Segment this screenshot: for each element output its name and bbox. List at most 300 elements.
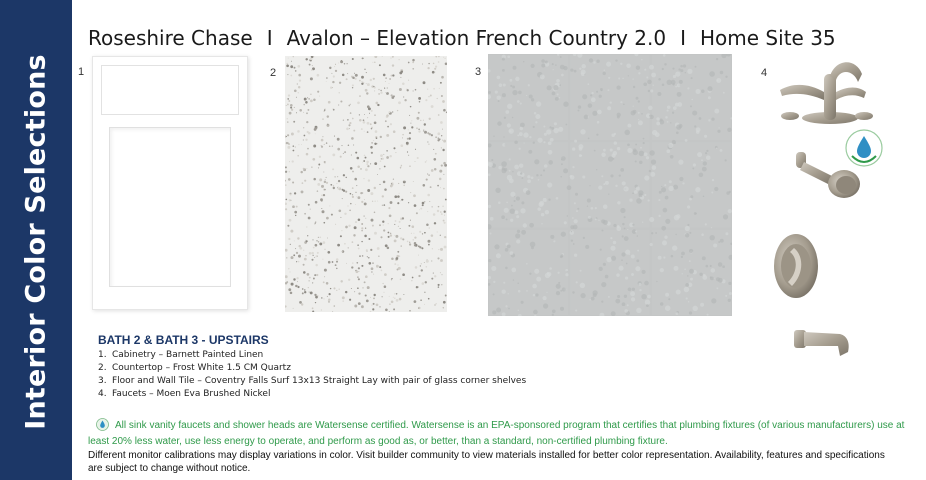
tile-mottle: [687, 87, 689, 89]
speckle: [388, 236, 390, 238]
speckle: [291, 283, 294, 286]
tile-mottle: [685, 226, 690, 231]
speckle: [292, 150, 294, 152]
speckle: [392, 74, 394, 76]
tile-mottle: [601, 153, 606, 158]
speckle: [318, 167, 319, 168]
speckle: [394, 224, 395, 225]
tile-mottle: [613, 224, 616, 227]
speckle: [355, 192, 356, 193]
speckle: [373, 78, 375, 80]
speckle: [344, 243, 346, 245]
tile-mottle: [662, 84, 665, 87]
speckle: [324, 276, 325, 277]
tile-mottle: [538, 179, 540, 181]
tile-mottle: [567, 215, 568, 216]
speckle: [297, 285, 298, 286]
speckle: [307, 273, 310, 276]
speckle: [389, 303, 391, 305]
tile-mottle: [690, 278, 693, 281]
tile-mottle: [670, 155, 674, 159]
speckle: [285, 171, 287, 173]
speckle: [404, 99, 406, 101]
speckle: [356, 185, 357, 186]
speckle: [439, 170, 442, 173]
tile-mottle: [556, 79, 560, 83]
speckle: [402, 83, 405, 86]
speckle: [326, 217, 329, 220]
speckle: [315, 201, 318, 204]
speckle: [401, 71, 403, 73]
speckle: [370, 123, 372, 125]
tile-mottle: [618, 78, 620, 80]
speckle: [416, 286, 418, 288]
tile-mottle: [718, 262, 722, 266]
speckle: [365, 157, 367, 159]
speckle: [362, 255, 364, 257]
speckle: [411, 233, 412, 234]
speckle: [306, 153, 309, 156]
tile-mottle: [561, 156, 566, 161]
panel-number-2: 2: [270, 67, 277, 79]
speckle: [332, 145, 333, 146]
tile-mottle: [651, 159, 656, 164]
tile-mottle: [625, 277, 628, 280]
tile-mottle: [603, 204, 608, 209]
speckle: [356, 196, 357, 197]
speckle: [333, 109, 335, 111]
speckle: [413, 181, 414, 182]
tile-mottle: [614, 141, 617, 144]
speckle: [291, 256, 294, 259]
selection-list: [98, 349, 526, 401]
tile-mottle: [627, 229, 628, 230]
speckle: [403, 185, 405, 187]
tile-mottle: [512, 90, 517, 95]
watersense-note-text: All sink vanity faucets and shower heads are Watersense certified. Watersense is an EPA-sponsored program that certifies that plumbing fixtures (of various manufacturers) use at least 20% less water, use less energy to operate, and perform as good as, or better, than a standard, non-certified plumbing fixture.: [88, 420, 905, 447]
tile-mottle: [689, 269, 694, 274]
tile-mottle: [550, 138, 554, 142]
tile-mottle: [603, 263, 606, 266]
speckle: [429, 201, 430, 202]
tile-mottle: [511, 268, 516, 273]
speckle: [440, 272, 441, 273]
tile-mottle: [576, 210, 578, 212]
speckle: [334, 66, 335, 67]
tile-mottle: [658, 78, 661, 81]
speckle: [307, 97, 308, 98]
cabinet-door-image: [92, 56, 248, 310]
tile-mottle: [610, 246, 615, 251]
speckle: [294, 211, 297, 214]
tile-mottle: [552, 314, 554, 316]
tile-mottle: [501, 161, 507, 167]
speckle: [358, 292, 360, 294]
speckle: [315, 244, 318, 247]
speckle: [340, 217, 341, 218]
speckle: [411, 280, 412, 281]
tile-mottle: [534, 269, 539, 274]
speckle: [367, 117, 368, 118]
tile-mottle: [727, 128, 731, 132]
speckle: [326, 81, 327, 82]
speckle: [361, 227, 363, 229]
speckle: [425, 99, 427, 101]
speckle: [383, 74, 386, 77]
speckle: [322, 210, 325, 213]
speckle: [376, 303, 379, 306]
speckle: [329, 67, 331, 69]
tile-mottle: [633, 150, 638, 155]
tile-mottle: [610, 101, 612, 103]
tile-mottle: [643, 142, 645, 144]
tile-mottle: [554, 122, 557, 125]
speckle: [409, 243, 411, 245]
tile-mottle: [610, 148, 613, 151]
speckle: [378, 93, 380, 95]
tile-mottle: [674, 266, 679, 271]
tile-mottle: [555, 64, 556, 65]
speckle: [290, 104, 293, 107]
speckle: [324, 189, 325, 190]
speckle: [346, 263, 347, 264]
tile-mottle: [672, 140, 676, 144]
tile-mottle: [587, 83, 589, 85]
tile-mottle: [596, 60, 599, 63]
tile-mottle: [672, 112, 674, 114]
tile-mottle: [676, 214, 680, 218]
speckle: [377, 104, 379, 106]
speckle: [343, 153, 344, 154]
speckle: [374, 56, 377, 58]
tile-mottle: [682, 273, 683, 274]
sidebar-title: Interior Color Selections: [20, 54, 52, 430]
speckle: [315, 133, 316, 134]
speckle: [413, 68, 414, 69]
tile-mottle: [512, 171, 513, 172]
tile-mottle: [656, 117, 659, 120]
tile-mottle: [516, 239, 520, 243]
tile-mottle: [707, 86, 712, 91]
tile: [652, 142, 731, 227]
tile-mottle: [672, 83, 674, 85]
speckle: [309, 277, 311, 279]
tile-mottle: [616, 273, 620, 277]
speckle: [354, 73, 355, 74]
speckle: [372, 62, 373, 63]
speckle: [312, 65, 313, 66]
tile-mottle: [552, 309, 556, 313]
tile-mottle: [571, 231, 572, 232]
speckle: [428, 298, 430, 300]
speckle: [316, 255, 318, 257]
speckle: [352, 262, 353, 263]
speckle: [330, 87, 332, 89]
tile-mottle: [710, 277, 714, 281]
tile-mottle: [523, 223, 527, 227]
tile-mottle: [649, 65, 654, 70]
tile-mottle: [643, 138, 645, 140]
speckle: [361, 265, 363, 267]
speckle: [285, 305, 287, 307]
tile-mottle: [716, 148, 717, 149]
tile-mottle: [529, 136, 531, 138]
speckle: [293, 308, 294, 309]
speckle: [433, 273, 434, 274]
speckle: [382, 56, 383, 57]
speckle: [347, 73, 348, 74]
speckle: [344, 63, 345, 64]
tile-mottle: [711, 298, 716, 303]
tile-mottle: [695, 89, 700, 94]
speckle: [400, 228, 401, 229]
speckle: [285, 275, 288, 278]
tile-mottle: [705, 152, 707, 154]
tile-mottle: [510, 208, 515, 213]
tile-mottle: [553, 128, 559, 134]
tile-mottle: [529, 223, 534, 228]
tile-mottle: [676, 131, 679, 134]
speckle: [346, 177, 347, 178]
tile-mottle: [589, 58, 593, 62]
speckle: [317, 74, 320, 77]
tile-mottle: [503, 136, 504, 137]
speckle: [360, 168, 362, 170]
tile-mottle: [561, 163, 563, 165]
tile-mottle: [509, 178, 514, 183]
tile-mottle: [556, 291, 560, 295]
tile-mottle: [668, 298, 670, 300]
tile-mottle: [627, 304, 629, 306]
speckle: [329, 205, 330, 206]
tile-mottle: [722, 265, 725, 268]
tile-mottle: [620, 63, 622, 65]
speckle: [285, 166, 287, 168]
list-item-number: 4.: [98, 389, 107, 399]
tile-mottle: [729, 292, 732, 295]
tile-mottle: [490, 232, 492, 234]
speckle: [406, 142, 409, 145]
speckle: [432, 206, 433, 207]
speckle: [416, 212, 418, 214]
speckle: [359, 80, 361, 82]
speckle: [364, 281, 366, 283]
speckle: [342, 251, 343, 252]
speckle: [291, 133, 294, 136]
speckle: [317, 190, 319, 192]
tile-mottle: [725, 232, 728, 235]
speckle: [312, 311, 314, 312]
speckle: [361, 76, 364, 79]
tile-mottle: [613, 151, 617, 155]
speckle: [357, 287, 359, 289]
speckle: [408, 129, 409, 130]
speckle: [370, 79, 372, 81]
tile-mottle: [638, 119, 639, 120]
tile-mottle: [536, 277, 541, 282]
speckle: [338, 180, 340, 182]
speckle: [434, 222, 436, 224]
speckle: [340, 280, 342, 282]
tile-mottle: [498, 166, 501, 169]
tile-mottle: [622, 181, 626, 185]
tile-mottle: [533, 294, 536, 297]
tile-mottle: [574, 219, 578, 223]
tile-mottle: [644, 194, 646, 196]
speckle: [368, 179, 370, 181]
tile-mottle: [647, 80, 652, 85]
tile-mottle: [531, 64, 535, 68]
speckle: [423, 81, 426, 84]
tile-mottle: [546, 292, 547, 293]
tile-mottle: [706, 155, 711, 160]
speckle: [433, 158, 436, 161]
speckle: [358, 302, 361, 305]
speckle: [399, 221, 401, 223]
speckle: [383, 154, 384, 155]
speckle: [321, 146, 323, 148]
tile-mottle: [658, 215, 660, 217]
speckle: [312, 307, 314, 309]
tile-mottle: [552, 63, 554, 65]
speckle: [374, 114, 376, 116]
tile-mottle: [553, 240, 555, 242]
tile-mottle: [667, 105, 670, 108]
speckle: [358, 247, 360, 249]
tile-mottle: [708, 96, 711, 99]
speckle: [286, 257, 287, 258]
tile-mottle: [636, 187, 640, 191]
speckle: [361, 223, 363, 225]
tile-mottle: [685, 72, 686, 73]
speckle: [345, 191, 347, 193]
tile-mottle: [528, 84, 530, 86]
tile-mottle: [581, 70, 586, 75]
tile-mottle: [663, 256, 665, 258]
tile-mottle: [505, 110, 509, 114]
speckle: [298, 144, 299, 145]
speckle: [293, 145, 295, 147]
tile-mottle: [684, 268, 686, 270]
speckle: [334, 136, 335, 137]
tile-mottle: [679, 80, 683, 84]
speckle: [384, 285, 387, 288]
speckle: [443, 109, 446, 112]
speckle: [308, 204, 310, 206]
tile-mottle: [509, 158, 511, 160]
tile-mottle: [639, 193, 643, 197]
tile-mottle: [599, 95, 602, 98]
speckle: [424, 123, 426, 125]
speckle: [326, 142, 327, 143]
speckle: [383, 204, 385, 206]
faucet-fixtures-image: [770, 52, 890, 372]
speckle: [411, 225, 414, 228]
tile-mottle: [561, 232, 566, 237]
cabinet-top-rail: [101, 65, 239, 115]
speckle: [332, 261, 334, 263]
speckle: [387, 126, 389, 128]
tile-mottle: [678, 159, 683, 164]
tile-mottle: [589, 299, 591, 301]
speckle: [328, 301, 330, 303]
tile-mottle: [610, 174, 613, 177]
tile-mottle: [565, 269, 568, 272]
speckle: [371, 267, 374, 270]
tile-mottle: [685, 139, 688, 142]
tile-mottle: [689, 311, 692, 314]
speckle: [342, 198, 343, 199]
tile-mottle: [644, 69, 646, 71]
speckle: [414, 236, 416, 238]
speckle: [309, 280, 310, 281]
tile-mottle: [520, 127, 523, 130]
speckle: [324, 249, 325, 250]
tile-mottle: [574, 70, 577, 73]
speckle: [363, 121, 366, 124]
tile-mottle: [622, 235, 624, 237]
tile-mottle: [580, 129, 585, 134]
tile-mottle: [507, 123, 511, 127]
speckle: [355, 74, 358, 77]
speckle: [306, 226, 307, 227]
speckle: [286, 105, 287, 106]
speckle: [353, 130, 355, 132]
speckle: [319, 96, 320, 97]
speckle: [427, 211, 428, 212]
tile-mottle: [632, 78, 633, 79]
speckle: [290, 65, 293, 68]
tile-mottle: [666, 149, 670, 153]
speckle: [407, 89, 409, 91]
speckle: [392, 111, 393, 112]
tile-mottle: [521, 301, 524, 304]
speckle: [350, 112, 352, 114]
tile-mottle: [559, 84, 561, 86]
tile-mottle: [627, 143, 630, 146]
speckle: [297, 155, 299, 157]
tile-mottle: [515, 77, 519, 81]
speckle: [419, 246, 421, 248]
tub-spout-icon: [794, 330, 849, 356]
tile-mottle: [585, 245, 589, 249]
speckle: [412, 59, 415, 62]
tile-mottle: [535, 293, 538, 296]
tile-mottle: [543, 296, 547, 300]
tile-mottle: [523, 142, 524, 143]
list-item-number: 3.: [98, 376, 107, 386]
speckle: [385, 308, 388, 311]
speckle: [287, 74, 288, 75]
tile-mottle: [664, 184, 666, 186]
panel-number-4: 4: [761, 67, 768, 79]
tile-mottle: [663, 54, 666, 57]
tile-mottle: [582, 175, 585, 178]
tile-mottle: [617, 225, 620, 228]
tile: [570, 230, 649, 315]
tile-mottle: [659, 191, 662, 194]
tile-mottle: [627, 148, 632, 153]
speckle: [432, 248, 433, 249]
tile-mottle: [630, 291, 635, 296]
speckle: [398, 101, 401, 104]
speckle: [394, 235, 395, 236]
speckle: [357, 157, 360, 160]
speckle: [322, 118, 324, 120]
tile-mottle: [615, 299, 620, 304]
tile-mottle: [697, 152, 702, 157]
tile-mottle: [701, 89, 704, 92]
